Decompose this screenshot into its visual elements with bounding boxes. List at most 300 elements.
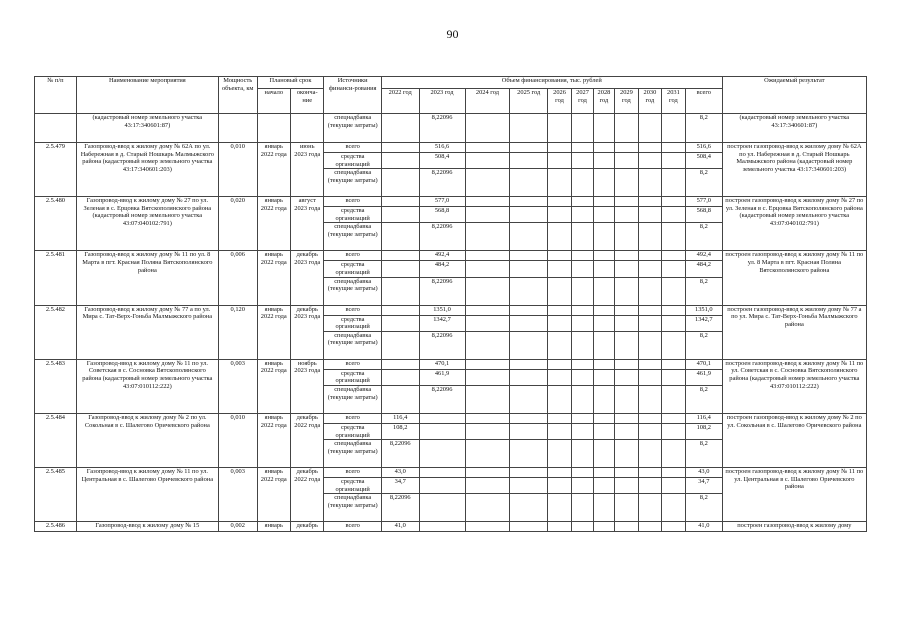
item-number: 2.5.483 [35, 359, 77, 413]
item-year-empty [661, 143, 685, 153]
item-year-empty [638, 197, 661, 207]
table-row [35, 251, 867, 261]
item-year-empty [594, 207, 615, 223]
item-year-empty [572, 369, 594, 385]
item-year-empty [572, 277, 594, 305]
item-result: построен газопровод-ввод к жилому дому № 77 а по ул. Мира с. Тат-Верх-Гоньба Малмыжского района [722, 305, 866, 359]
item-year-empty [572, 478, 594, 494]
header-year: 2023 год [419, 89, 465, 114]
item-result: построен газопровод-ввод к жилому дому № 11 по ул. Советская в с. Сосновка Вятскополянского района (кадастровый номер земельного участка 43:07:010112:222) [722, 359, 866, 413]
item-y2022: 41,0 [381, 522, 419, 532]
item-year-empty [572, 494, 594, 522]
item-y2022 [381, 331, 419, 359]
item-number: 2.5.481 [35, 251, 77, 305]
item-year-empty [510, 169, 548, 197]
item-year-empty [572, 385, 594, 413]
item-year-empty [594, 494, 615, 522]
item-y2022 [381, 143, 419, 153]
item-end: июнь 2023 года [291, 143, 324, 197]
item-year-empty [638, 494, 661, 522]
table-row [35, 305, 867, 315]
header-year: 2030 год [638, 89, 661, 114]
item-total: 8,2 [685, 114, 722, 143]
item-year-empty [465, 369, 510, 385]
item-year-empty [548, 522, 572, 532]
item-year-empty [510, 331, 548, 359]
item-year-empty [465, 143, 510, 153]
item-total: 43,0 [685, 468, 722, 478]
item-year-empty [510, 315, 548, 331]
item-y2023 [419, 413, 465, 423]
item-year-empty [614, 423, 638, 439]
item-year-empty [614, 413, 638, 423]
item-start: январь 2022 года [257, 305, 290, 359]
item-year-empty [594, 277, 615, 305]
item-year-empty [594, 359, 615, 369]
item-year-empty [638, 251, 661, 261]
item-y2022 [381, 277, 419, 305]
item-year-empty [614, 440, 638, 468]
item-year-empty [548, 169, 572, 197]
item-y2022 [381, 261, 419, 277]
item-result: построен газопровод-ввод к жилому дому № 11 по ул. 8 Марта в пгт. Красная Поляна Вятскополянского района [722, 251, 866, 305]
item-y2023 [419, 440, 465, 468]
item-year-empty [510, 413, 548, 423]
item-year-empty [614, 305, 638, 315]
item-start: январь 2022 года [257, 251, 290, 305]
item-y2022 [381, 197, 419, 207]
item-year-empty [661, 197, 685, 207]
header-term: Плановый срок [257, 77, 324, 89]
item-year-empty [638, 207, 661, 223]
item-year-empty [661, 261, 685, 277]
item-source: всего [324, 251, 381, 261]
item-year-empty [614, 385, 638, 413]
item-y2023: 8,22096 [419, 385, 465, 413]
item-year-empty [661, 169, 685, 197]
item-year-empty [638, 423, 661, 439]
item-year-empty [661, 369, 685, 385]
item-year-empty [661, 277, 685, 305]
header-year: 2024 год [465, 89, 510, 114]
item-year-empty [419, 522, 465, 532]
header-year: 2028 год [594, 89, 615, 114]
item-year-empty [510, 207, 548, 223]
item-result: построен газопровод-ввод к жилому дому № 62А по ул. Набережная в д. Старый Ношкарь Малмыжского района (кадастровый номер земельного участка 43:17:340601:203) [722, 143, 866, 197]
item-year-empty [510, 197, 548, 207]
item-year-empty [594, 423, 615, 439]
item-year-empty [638, 305, 661, 315]
item-y2022 [381, 315, 419, 331]
item-year-empty [548, 359, 572, 369]
item-year-empty [465, 413, 510, 423]
financing-table [34, 76, 867, 532]
item-start: январь 2022 года [257, 359, 290, 413]
item-y2023: 516,6 [419, 143, 465, 153]
item-year-empty [548, 143, 572, 153]
header-capacity: Мощность объекта, км [218, 77, 257, 114]
item-year-empty [548, 207, 572, 223]
item-total: 8,2 [685, 440, 722, 468]
header-total: всего [685, 89, 722, 114]
item-year-empty [465, 207, 510, 223]
item-year-empty [572, 522, 594, 532]
header-year: 2031 год [661, 89, 685, 114]
item-year-empty [548, 197, 572, 207]
item-year-empty [548, 277, 572, 305]
item-total: 8,2 [685, 494, 722, 522]
item-y2023: 568,8 [419, 207, 465, 223]
item-y2022 [381, 251, 419, 261]
item-year-empty [661, 359, 685, 369]
item-source: средства организаций [324, 478, 381, 494]
item-year-empty [614, 468, 638, 478]
item-total: 568,8 [685, 207, 722, 223]
item-number: 2.5.482 [35, 305, 77, 359]
item-source: средства организаций [324, 369, 381, 385]
item-year-empty [548, 494, 572, 522]
item-end: декабрь 2023 года [291, 305, 324, 359]
item-year-empty [548, 468, 572, 478]
item-year-empty [465, 197, 510, 207]
item-year-empty [594, 440, 615, 468]
item-year-empty [661, 522, 685, 532]
item-start: январь 2022 года [257, 197, 290, 251]
item-y2022: 8,22096 [381, 494, 419, 522]
item-year-empty [465, 331, 510, 359]
item-source: всего [324, 468, 381, 478]
item-year-empty [465, 261, 510, 277]
item-year-empty [572, 197, 594, 207]
item-year-empty [572, 305, 594, 315]
header-name: Наименование мероприятия [76, 77, 218, 114]
item-end: декабрь 2023 года [291, 251, 324, 305]
item-y2022: 43,0 [381, 468, 419, 478]
item-year-empty [510, 478, 548, 494]
item-year-empty [548, 369, 572, 385]
item-year-empty [548, 315, 572, 331]
item-year-empty [572, 331, 594, 359]
item-y2023 [419, 494, 465, 522]
item-year-empty [661, 251, 685, 261]
item-name: Газопровод-ввод к жилому дому № 27 по ул. Зеленая в с. Ерцовка Вятскополянского района (кадастровый номер земельного участка 43:07:040102:791) [76, 197, 218, 251]
item-total: 470,1 [685, 359, 722, 369]
item-year-empty [594, 315, 615, 331]
item-year-empty [594, 251, 615, 261]
item-year-empty [614, 251, 638, 261]
item-year-empty [594, 261, 615, 277]
item-year-empty [638, 261, 661, 277]
item-year-empty [638, 440, 661, 468]
item-end: август 2023 года [291, 197, 324, 251]
item-result: построен газопровод-ввод к жилому дому № 11 по ул. Центральная в с. Шалегово Оричевского района [722, 468, 866, 522]
item-year-empty [510, 494, 548, 522]
item-number: 2.5.480 [35, 197, 77, 251]
item-year-empty [572, 207, 594, 223]
item-year-empty [510, 277, 548, 305]
item-y2023: 8,22096 [419, 331, 465, 359]
item-name: (кадастровый номер земельного участка 43:17:340601:87) [76, 114, 218, 143]
item-year-empty [594, 153, 615, 169]
item-year-empty [510, 251, 548, 261]
item-year-empty [465, 423, 510, 439]
item-year-empty [614, 143, 638, 153]
item-year-empty [465, 223, 510, 251]
item-y2023: 8,22096 [419, 223, 465, 251]
item-y2022 [381, 359, 419, 369]
item-y2023: 508,4 [419, 153, 465, 169]
item-year-empty [638, 143, 661, 153]
item-year-empty [465, 359, 510, 369]
item-year-empty [510, 423, 548, 439]
table-header [35, 77, 867, 114]
table-row [35, 468, 867, 478]
header-year: 2022 год [381, 89, 419, 114]
header-year: 2027 год [572, 89, 594, 114]
item-year-empty [614, 331, 638, 359]
item-year-empty [638, 315, 661, 331]
item-total: 8,2 [685, 385, 722, 413]
item-y2022: 34,7 [381, 478, 419, 494]
item-year-empty [661, 494, 685, 522]
item-year-empty [614, 522, 638, 532]
item-y2023: 8,22096 [419, 277, 465, 305]
item-year-empty [661, 153, 685, 169]
item-year-empty [572, 261, 594, 277]
item-result: построен газопровод-ввод к жилому дому № 27 по ул. Зеленая в с. Ерцовка Вятскополянского района (кадастровый номер земельного участка 43:07:040102:791) [722, 197, 866, 251]
table-row [35, 114, 867, 143]
item-y2023: 484,2 [419, 261, 465, 277]
item-year-empty [465, 468, 510, 478]
item-year-empty [638, 468, 661, 478]
item-source: средства организаций [324, 423, 381, 439]
item-start: январь 2022 года [257, 468, 290, 522]
item-end: ноябрь 2023 года [291, 359, 324, 413]
header-source: Источники финанси-рования [324, 77, 381, 114]
item-source: спецнадбавка (текущие затраты) [324, 223, 381, 251]
item-source: спецнадбавка (текущие затраты) [324, 114, 381, 143]
item-year-empty [614, 369, 638, 385]
item-source: спецнадбавка (текущие затраты) [324, 169, 381, 197]
item-year-empty [548, 305, 572, 315]
item-y2023 [419, 468, 465, 478]
item-year-empty [661, 315, 685, 331]
item-y2022 [381, 207, 419, 223]
item-name: Газопровод-ввод к жилому дому № 11 по ул. Советская в с. Сосновка Вятскополянского района (кадастровый номер земельного участка 43:07:010112:222) [76, 359, 218, 413]
item-year-empty [572, 251, 594, 261]
item-year-empty [661, 331, 685, 359]
item-year-empty [594, 169, 615, 197]
item-y2022: 116,4 [381, 413, 419, 423]
item-name: Газопровод-ввод к жилому дому № 11 по ул. 8 Марта в пгт. Красная Поляна Вятскополянского района [76, 251, 218, 305]
item-start: январь 2022 года [257, 143, 290, 197]
item-year-empty [594, 143, 615, 153]
item-year-empty [614, 478, 638, 494]
item-y2023: 461,9 [419, 369, 465, 385]
item-name: Газопровод-ввод к жилому дому № 15 [76, 522, 218, 532]
item-year-empty [548, 413, 572, 423]
item-end: декабрь 2022 года [291, 413, 324, 467]
item-year-empty [614, 197, 638, 207]
header-volume: Объем финансирования, тыс. рублей [381, 77, 722, 89]
item-year-empty [510, 305, 548, 315]
item-year-empty [594, 331, 615, 359]
item-year-empty [638, 223, 661, 251]
item-year-empty [661, 468, 685, 478]
item-year-empty [465, 153, 510, 169]
item-name: Газопровод-ввод к жилому дому № 62А по ул. Набережная в д. Старый Ношкарь Малмыжского района (кадастровый номер земельного участка 43:17:340601:203) [76, 143, 218, 197]
item-year-empty [548, 385, 572, 413]
item-capacity: 0,003 [218, 468, 257, 522]
item-y2022 [381, 369, 419, 385]
item-year-empty [594, 478, 615, 494]
item-total: 484,2 [685, 261, 722, 277]
item-year-empty [548, 423, 572, 439]
item-y2023: 8,22096 [419, 114, 465, 143]
item-year-empty [465, 440, 510, 468]
header-num: № п/п [35, 77, 77, 114]
item-y2022 [381, 169, 419, 197]
item-year-empty [638, 369, 661, 385]
item-year-empty [661, 413, 685, 423]
item-total: 8,2 [685, 169, 722, 197]
item-year-empty [638, 385, 661, 413]
item-year-empty [594, 223, 615, 251]
item-year-empty [572, 440, 594, 468]
item-result: построен газопровод-ввод к жилому дому [722, 522, 866, 532]
item-year-empty [594, 413, 615, 423]
item-capacity: 0,006 [218, 251, 257, 305]
item-source: всего [324, 143, 381, 153]
item-capacity: 0,010 [218, 413, 257, 467]
item-source: всего [324, 197, 381, 207]
table-body [35, 114, 867, 532]
item-y2023: 470,1 [419, 359, 465, 369]
item-year-empty [465, 169, 510, 197]
item-source: спецнадбавка (текущие затраты) [324, 440, 381, 468]
item-end: декабрь [291, 522, 324, 532]
item-year-empty [614, 261, 638, 277]
item-result: построен газопровод-ввод к жилому дому № 2 по ул. Сокольная в с. Шалегово Оричевского района [722, 413, 866, 467]
item-total: 8,2 [685, 277, 722, 305]
item-year-empty [614, 494, 638, 522]
item-year-empty [548, 478, 572, 494]
header-year: 2025 год [510, 89, 548, 114]
item-year-empty [661, 223, 685, 251]
item-source: средства организаций [324, 207, 381, 223]
item-y2023: 492,4 [419, 251, 465, 261]
item-year-empty [572, 223, 594, 251]
header-result: Ожидаемый результат [722, 77, 866, 114]
item-year-empty [510, 468, 548, 478]
item-y2022 [381, 385, 419, 413]
item-year-empty [572, 153, 594, 169]
item-year-empty [638, 478, 661, 494]
item-year-empty [548, 331, 572, 359]
header-end: оконча-ние [291, 89, 324, 114]
item-total: 41,0 [685, 522, 722, 532]
item-source: средства организаций [324, 153, 381, 169]
item-year-empty [465, 385, 510, 413]
item-year-empty [638, 522, 661, 532]
item-year-empty [510, 223, 548, 251]
item-year-empty [510, 440, 548, 468]
item-y2022: 108,2 [381, 423, 419, 439]
item-year-empty [572, 359, 594, 369]
item-year-empty [510, 261, 548, 277]
item-year-empty [594, 385, 615, 413]
item-year-empty [614, 169, 638, 197]
item-y2023 [419, 423, 465, 439]
item-source: средства организаций [324, 315, 381, 331]
item-source: спецнадбавка (текущие затраты) [324, 385, 381, 413]
item-year-empty [594, 468, 615, 478]
item-total: 516,6 [685, 143, 722, 153]
item-year-empty [510, 385, 548, 413]
item-start: январь [257, 522, 290, 532]
item-year-empty [594, 369, 615, 385]
item-number: 2.5.485 [35, 468, 77, 522]
item-year-empty [638, 413, 661, 423]
item-year-empty [614, 223, 638, 251]
item-year-empty [594, 305, 615, 315]
item-year-empty [638, 169, 661, 197]
table-row [35, 143, 867, 153]
item-result: (кадастровый номер земельного участка 43:17:340601:87) [722, 114, 866, 143]
item-year-empty [661, 478, 685, 494]
item-y2023 [419, 478, 465, 494]
item-year-empty [510, 359, 548, 369]
item-year-empty [594, 197, 615, 207]
item-year-empty [661, 440, 685, 468]
item-y2022 [381, 153, 419, 169]
item-year-empty [465, 305, 510, 315]
item-year-empty [638, 153, 661, 169]
item-year-empty [510, 369, 548, 385]
item-year-empty [614, 359, 638, 369]
item-year-empty [572, 169, 594, 197]
item-year-empty [572, 423, 594, 439]
item-y2022 [381, 305, 419, 315]
item-total: 577,0 [685, 197, 722, 207]
item-year-empty [638, 331, 661, 359]
item-source: всего [324, 413, 381, 423]
table-row [35, 359, 867, 369]
item-source: спецнадбавка (текущие затраты) [324, 277, 381, 305]
item-number: 2.5.479 [35, 143, 77, 197]
item-year-empty [548, 153, 572, 169]
item-year-empty [465, 522, 510, 532]
header-year: 2029 год [614, 89, 638, 114]
item-total: 108,2 [685, 423, 722, 439]
item-year-empty [510, 522, 548, 532]
item-total: 508,4 [685, 153, 722, 169]
item-y2023: 8,22096 [419, 169, 465, 197]
item-year-empty [638, 277, 661, 305]
table-row [35, 197, 867, 207]
table-row [35, 522, 867, 532]
item-year-empty [614, 315, 638, 331]
item-total: 8,2 [685, 331, 722, 359]
item-total: 461,9 [685, 369, 722, 385]
item-year-empty [614, 207, 638, 223]
item-name: Газопровод-ввод к жилому дому № 11 по ул. Центральная в с. Шалегово Оричевского района [76, 468, 218, 522]
item-source: всего [324, 522, 381, 532]
item-number: 2.5.486 [35, 522, 77, 532]
item-year-empty [548, 251, 572, 261]
item-year-empty [548, 440, 572, 468]
item-year-empty [661, 207, 685, 223]
